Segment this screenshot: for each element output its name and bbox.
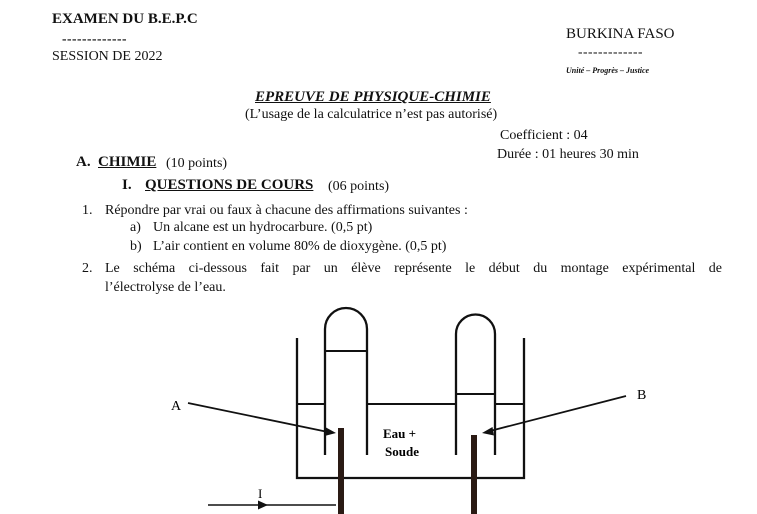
question-text-continued: l’électrolyse de l’eau.	[105, 280, 226, 295]
section-a-points: (10 points)	[166, 156, 228, 171]
coefficient: Coefficient : 04	[500, 128, 588, 143]
part-i-title: QUESTIONS DE COURS	[145, 177, 314, 193]
duration: Durée : 01 heures 30 min	[497, 147, 639, 162]
item-text: L’air contient en volume 80% de dioxygène. (0,5 pt)	[153, 239, 447, 254]
item-label: a)	[130, 220, 141, 235]
item-label: b)	[130, 239, 142, 254]
arrowhead-icon	[325, 428, 337, 437]
question-text: Le schéma ci-dessous fait par un élève représente le début du montage expérimental de	[105, 261, 722, 276]
solution-label-line1: Eau +	[383, 426, 417, 441]
label-b: B	[637, 388, 647, 403]
question-number: 2.	[82, 261, 93, 276]
question-text: Répondre par vrai ou faux à chacune des affirmations suivantes :	[105, 203, 468, 218]
pointer-a	[188, 403, 328, 432]
session-label: SESSION DE 2022	[52, 49, 163, 64]
calculator-note: (L’usage de la calculatrice n’est pas autorisé)	[245, 107, 498, 122]
paper-title: EPREUVE DE PHYSIQUE-CHIMIE	[255, 89, 491, 105]
current-arrow-icon	[258, 501, 268, 510]
pointer-b	[490, 396, 626, 431]
right-electrode	[471, 435, 477, 514]
part-i-points: (06 points)	[328, 179, 390, 194]
label-a: A	[171, 399, 182, 414]
section-a-title: CHIMIE	[98, 154, 157, 170]
national-motto: Unité – Progrès – Justice	[566, 66, 650, 75]
exam-title: EXAMEN DU B.E.P.C	[52, 11, 198, 27]
left-electrode	[338, 428, 344, 514]
label-current: I	[258, 486, 263, 501]
country-name: BURKINA FASO	[566, 26, 675, 42]
left-header-rule: -------------	[62, 31, 127, 46]
item-text: Un alcane est un hydrocarbure. (0,5 pt)	[153, 220, 373, 235]
right-header-rule: -------------	[578, 44, 643, 59]
section-a-label: A.	[76, 154, 91, 170]
part-i-label: I.	[122, 177, 132, 193]
question-number: 1.	[82, 203, 93, 218]
solution-label-line2: Soude	[385, 444, 419, 459]
arrowhead-icon	[482, 427, 494, 436]
